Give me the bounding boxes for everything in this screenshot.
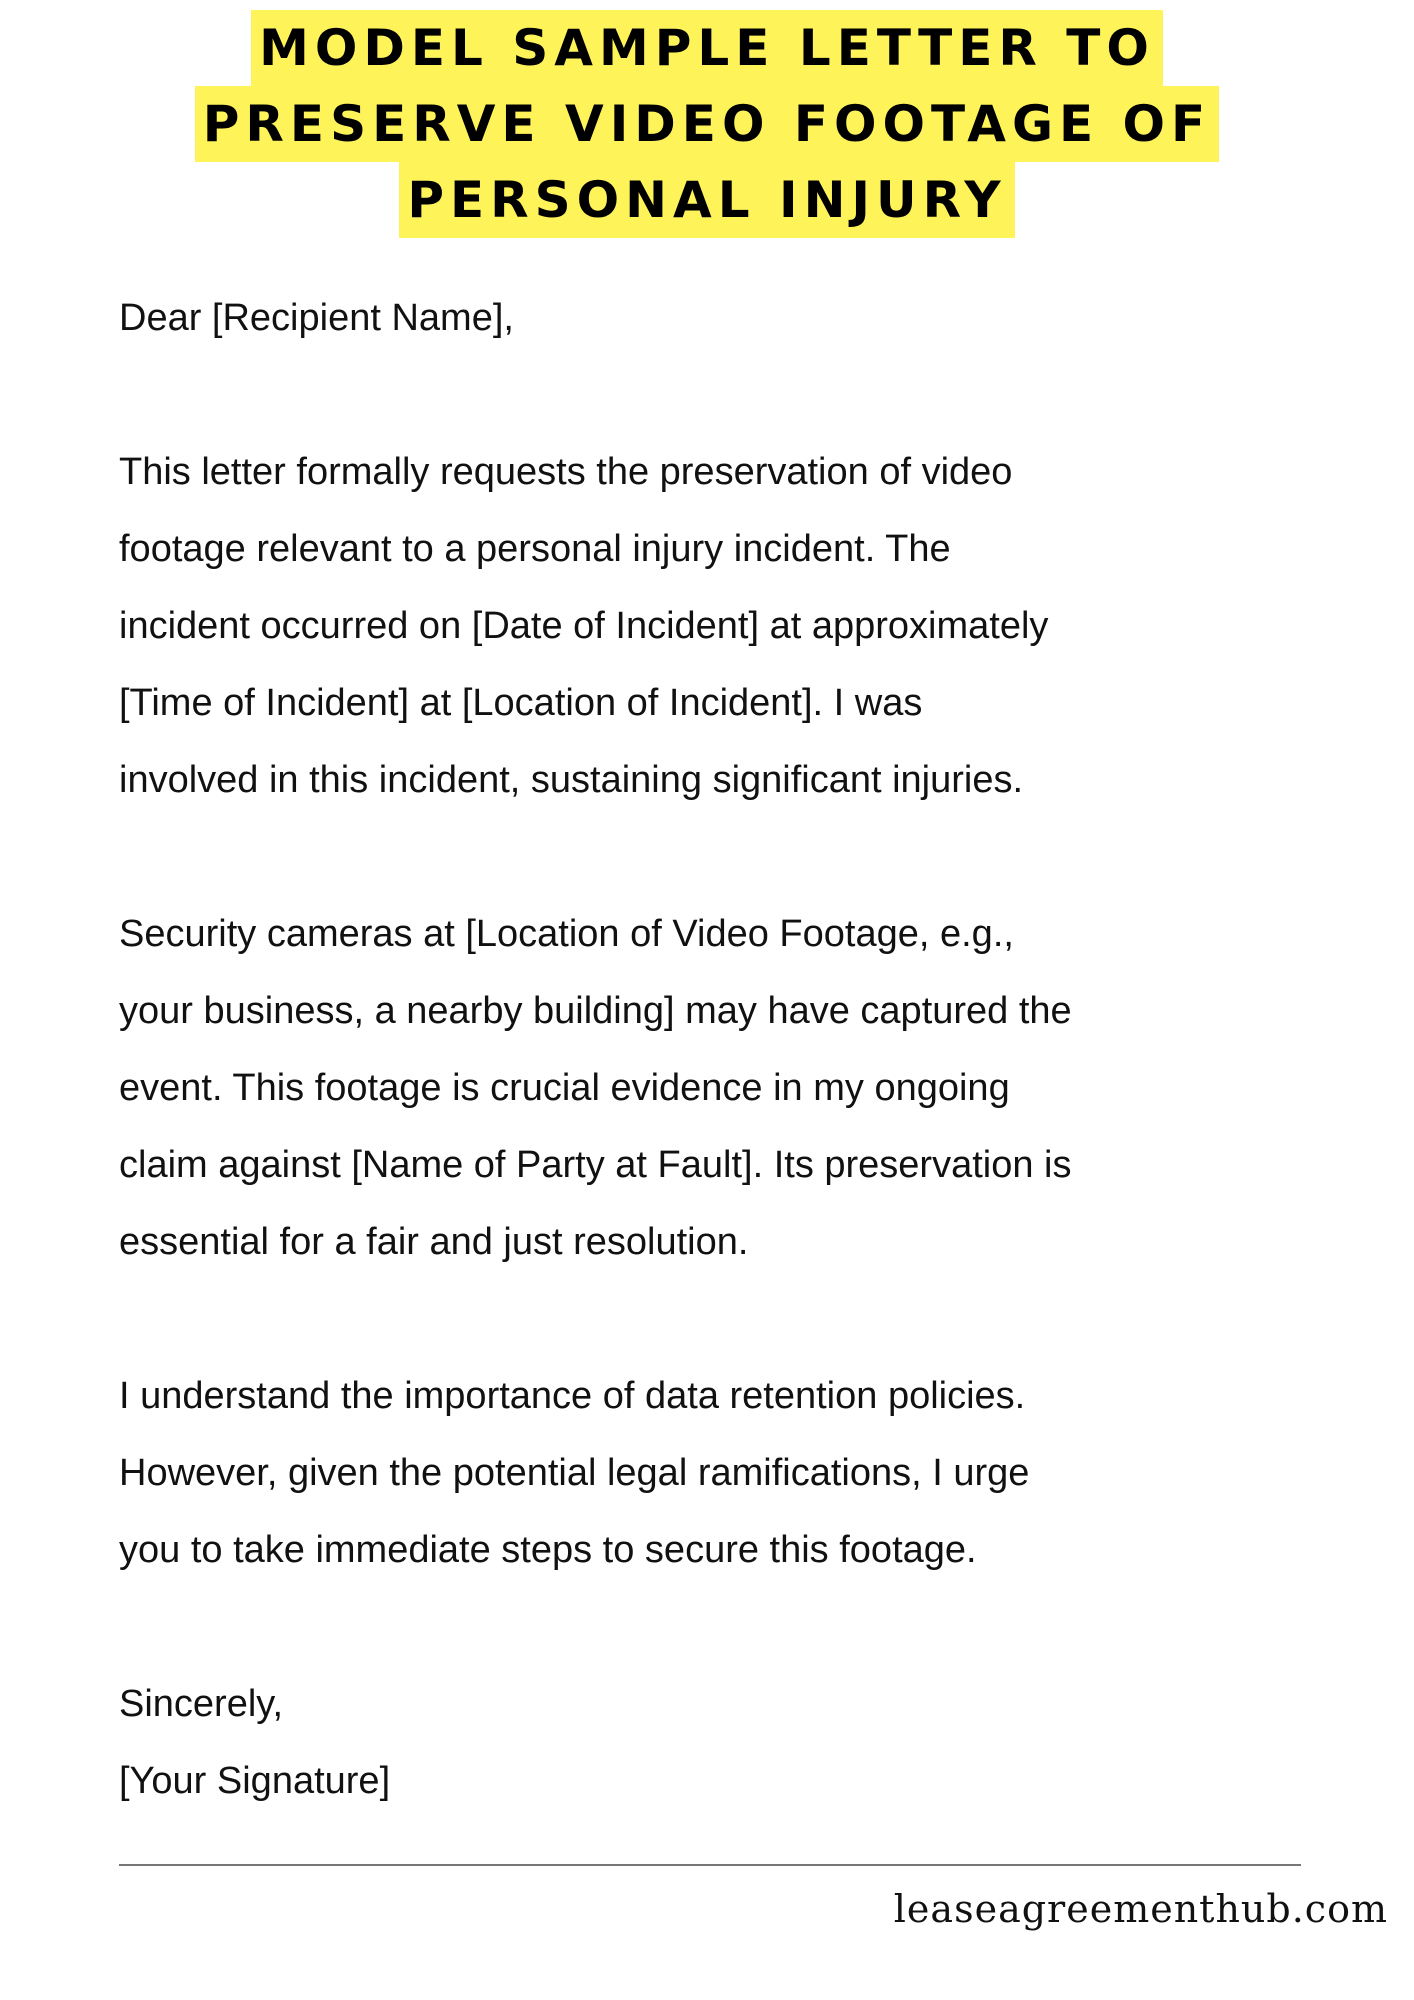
paragraph-2-line-5: essential for a fair and just resolution.	[119, 1221, 749, 1263]
paragraph-1	[119, 434, 1359, 819]
paragraph-2-line-3: event. This footage is crucial evidence in my ongoing	[119, 1067, 1010, 1109]
paragraph-1-line-2: footage relevant to a personal injury incident. The	[119, 528, 951, 570]
title-line-1: MODEL SAMPLE LETTER TO	[251, 10, 1163, 86]
closing: Sincerely,	[119, 1683, 284, 1725]
signature-placeholder: [Your Signature]	[119, 1760, 391, 1802]
title-line-2: PRESERVE VIDEO FOOTAGE OF	[195, 86, 1219, 162]
paragraph-3-line-3: you to take immediate steps to secure this footage.	[119, 1529, 977, 1571]
paragraph-1-line-4: [Time of Incident] at [Location of Incident]. I was	[119, 682, 923, 724]
paragraph-1-line-5: involved in this incident, sustaining significant injuries.	[119, 759, 1024, 801]
paragraph-3-line-2: However, given the potential legal ramifications, I urge	[119, 1452, 1030, 1494]
paragraph-3	[119, 1358, 1359, 1589]
paragraph-1-line-3: incident occurred on [Date of Incident] at approximately	[119, 605, 1049, 647]
letter-body	[119, 280, 1359, 1820]
paragraph-3-line-1: I understand the importance of data retention policies.	[119, 1375, 1026, 1417]
brand-watermark: leaseagreementhub.com	[893, 1887, 1388, 1931]
paragraph-1-line-1: This letter formally requests the preservation of video	[119, 451, 1013, 493]
paragraph-2	[119, 896, 1359, 1281]
letter-title	[0, 10, 1414, 238]
paragraph-2-line-2: your business, a nearby building] may have captured the	[119, 990, 1072, 1032]
paragraph-2-line-1: Security cameras at [Location of Video Footage, e.g.,	[119, 913, 1014, 955]
title-line-3: PERSONAL INJURY	[399, 162, 1014, 238]
salutation: Dear [Recipient Name],	[119, 297, 514, 339]
footer-divider	[119, 1864, 1301, 1866]
paragraph-2-line-4: claim against [Name of Party at Fault]. Its preservation is	[119, 1144, 1072, 1186]
